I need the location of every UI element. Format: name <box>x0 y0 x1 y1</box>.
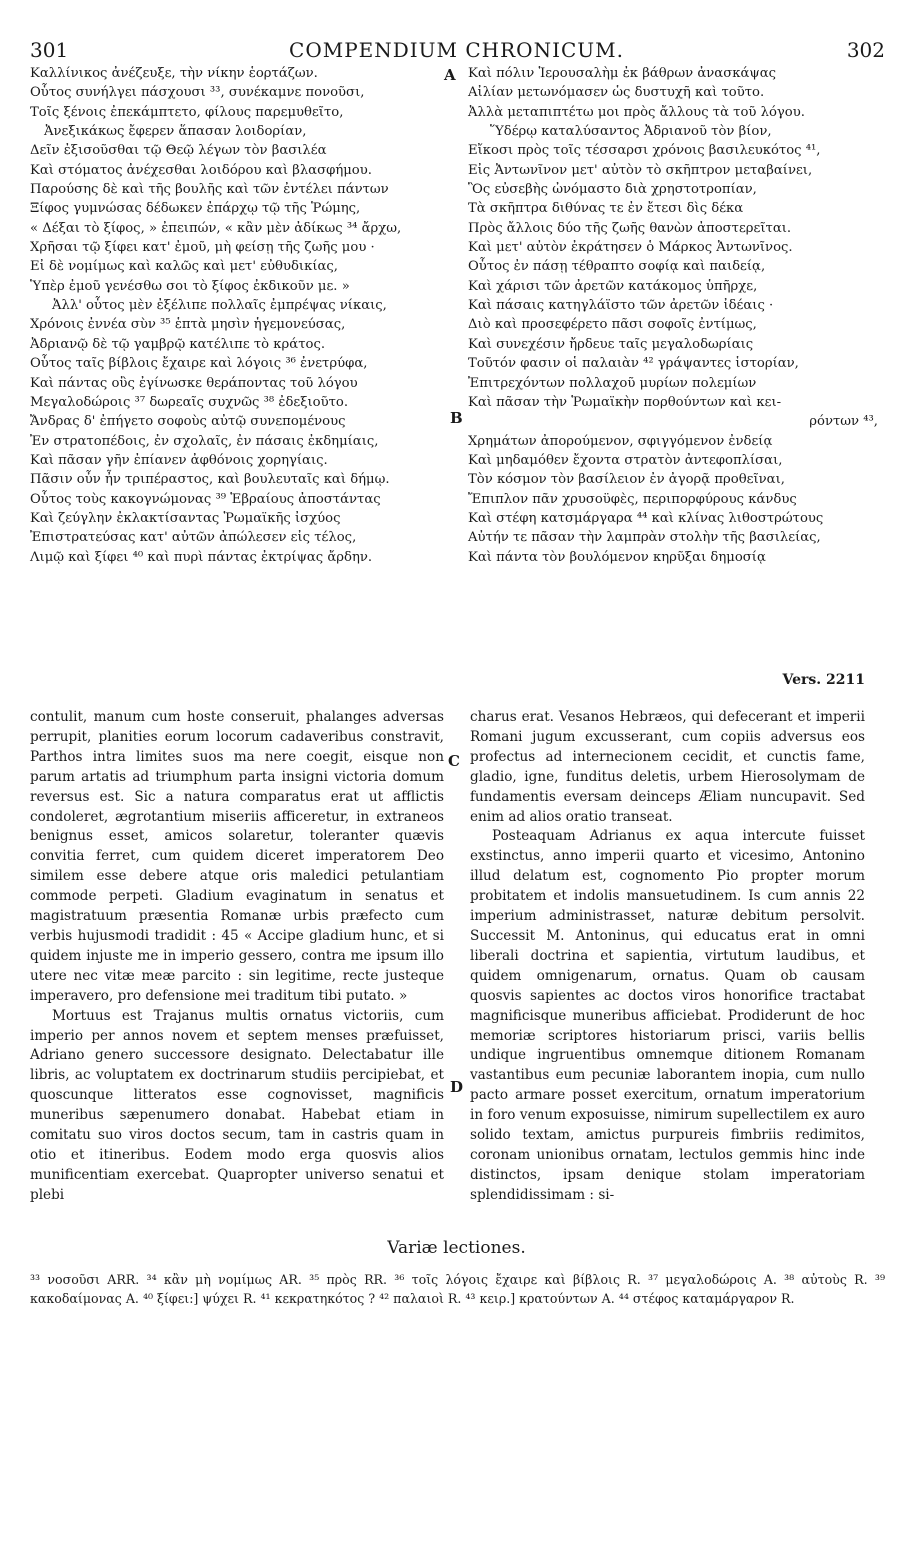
verse-line: Τοῖς ξένοις ἐπεκάμπτετο, φίλους παρεμυθεῖτο, <box>30 104 344 120</box>
running-title: COMPENDIUM CHRONICUM. <box>289 38 624 62</box>
verse-line: Ἀλλ' οὗτος μὲν ἐξέλιπε πολλαῖς ἐμπρέψας νίκαις, <box>52 298 387 314</box>
verse-line: Εἰ δὲ νομίμως καὶ καλῶς καὶ μετ' εὐθυδικίας, <box>30 259 338 275</box>
verse-line: Χρημάτων ἀπορούμενον, σφιγγόμενον ἐνδείᾳ <box>468 433 773 449</box>
variae-lectiones-notes: ³³ νοσοῦσι ARR. ³⁴ κἂν μὴ νομίμως AR. ³⁵ πρὸς RR. ³⁶ τοῖς λόγοις ἔχαιρε καὶ βίβλοις R. ³⁷ μεγαλοδώροις A. ³⁸ αὐτοὺς R. ³⁹ κακοδαίμονας A. ⁴⁰ ξίφει:] ψύχει R. ⁴¹ κεκρατηκότος ? ⁴² παλαιοὶ R. ⁴³ κειρ.] κρατούντων A. ⁴⁴ στέφος καταμάργαρον R. <box>30 1272 885 1306</box>
verse-line: Καὶ στέφη κατσμάργαρα ⁴⁴ καὶ κλίνας λιθοστρώτους <box>468 510 824 526</box>
latin-column-right <box>470 708 865 1206</box>
verse-line: Λιμῷ καὶ ξίφει ⁴⁰ καὶ πυρὶ πάντας ἐκτρίψας ἄρδην. <box>30 549 373 565</box>
paragraph: Mortuus est Trajanus multis ornatus victoriis, cum imperio per annos novem et septem menses præfuisset, Adriano genero successore designato. Delectabatur ille libris, ac voluptatem ex doctrinarum studiis percipiebat, et quoscunque litteratos esse cognovisset, magnificis muneribus sæpenumero donabat. Habebat etiam in comitatu suo viros doctos secum, tam in castris quam in otio et itineribus. Eodem modo erga quosvis alios munificentiam exercebat. Quapropter universo senatui et plebi <box>30 1007 444 1203</box>
verse-line: Ἐν στρατοπέδοις, ἐν σχολαῖς, ἐν πάσαις ἐκδημίαις, <box>30 433 379 449</box>
verse-line: Καὶ πᾶσαν τὴν Ῥωμαϊκὴν πορθούντων καὶ κει- <box>468 394 782 410</box>
verse-line: Τὰ σκῆπτρα διθύνας τε ἐν ἔτεσι δὶς δέκα <box>468 201 744 217</box>
verse-line: Οὗτος τοὺς κακογνώμονας ³⁹ Ἑβραίους ἀποστάντας <box>30 491 381 507</box>
verse-line: Ἀδριανῷ δὲ τῷ γαμβρῷ κατέλιπε τὸ κράτος. <box>30 336 326 352</box>
verse-line: Ὃς εὐσεβὴς ὠνόμαστο διὰ χρηστοτροπίαν, <box>468 182 757 198</box>
verse-line: Οὗτος ταῖς βίβλοις ἔχαιρε καὶ λόγοις ³⁶ ἐνετρύφα, <box>30 356 368 372</box>
verse-line: Καὶ πάντας οὓς ἐγίνωσκε θεράποντας τοῦ λόγου <box>30 375 358 391</box>
paragraph: charus erat. Vesanos Hebræos, qui defecerant et imperii Romani jugum excusserant, cum copiis adversus eos profectus ad internecionem cecidit, et cunctis fame, gladio, igne, funditus deletis, urbem Hierosolymam de fundamentis eversam deinceps Æliam nuncupavit. Sed enim ad alios oratio transeat. <box>470 709 865 825</box>
verse-line: Καὶ μετ' αὐτὸν ἐκράτησεν ὁ Μάρκος Ἀντωνῖνος. <box>468 240 793 256</box>
page-number-right: 302 <box>846 38 885 62</box>
verse-line: Ἀνεξικάκως ἔφερεν ἅπασαν λοιδορίαν, <box>44 124 307 140</box>
verse-line: Μεγαλοδώροις ³⁷ δωρεαῖς συχνῶς ³⁸ ἐδεξιοῦτο. <box>30 394 349 410</box>
verse-line: Καὶ μηδαμόθεν ἔχοντα στρατὸν ἀντεφοπλίσαι, <box>468 452 783 468</box>
verse-line: Εἰς Ἀντωνῖνον μετ' αὐτὸν τὸ σκῆπτρον μεταβαίνει, <box>468 162 813 178</box>
verse-line: Οὗτος ἐν πάσῃ τέθραπτο σοφίᾳ καὶ παιδείᾳ, <box>468 259 766 275</box>
verse-line: Χρόνοις ἐννέα σὺν ³⁵ ἑπτὰ μησὶν ἡγεμονεύσας, <box>30 317 346 333</box>
verse-line: Καὶ πάντα τὸν βουλόμενον κηρῦξαι δημοσίᾳ <box>468 549 766 565</box>
greek-column-right <box>468 64 888 567</box>
verse-line: Καὶ συνεχέσιν ἤρδευε ταῖς μεγαλοδωρίαις <box>468 336 754 352</box>
verse-line: Δεῖν ἐξισοῦσθαι τῷ Θεῷ λέγων τὸν βασιλέα <box>30 143 327 159</box>
verse-line: Τὸν κόσμον τὸν βασίλειον ἐν ἀγορᾷ προθεῖναι, <box>468 472 785 488</box>
section-marker-c: C <box>448 752 460 770</box>
verse-line: Χρῆσαι τῷ ξίφει κατ' ἐμοῦ, μὴ φείσῃ τῆς ζωῆς μου · <box>30 240 375 256</box>
paragraph: contulit, manum cum hoste conseruit, phalanges adversas perrupit, planities eorum locorum cadaveribus constravit, Parthos intra limites suos ma nere coegit, eisque non parum artatis ad triumphum parta insigni victoria domum reversus est. Sic a natura comparatus erat ut afflictis condoleret, ægrotantium miseriis afficeretur, in extraneos benignus esset, amicos solaretur, toleranter quævis convitia ferret, cum quidem diceret imperatorem Deo similem esse debere atque oris maledici petulantiam commode perpeti. Gladium evaginatum in senatus et magistratuum præsentia Romanæ urbis præfecto cum verbis hujusmodi tradidit : 45 « Accipe gladium hunc, et si quidem injuste me in imperio gessero, contra me ipsum illo utere nec vitæ meæ parcito : sin legitime, recte justeque imperavero, pro defensione mei traditum tibi putato. » <box>30 709 444 1004</box>
verse-line: Καλλίνικος ἀνέζευξε, τὴν νίκην ἑορτάζων. <box>30 66 318 81</box>
running-header <box>20 38 893 60</box>
verse-line: Ἄνδρας δ' ἐπήγετο σοφοὺς αὐτῷ συνεπομένους <box>30 414 346 430</box>
verse-line: Αἰλίαν μετωνόμασεν ὡς δυστυχῆ καὶ τοῦτο. <box>468 85 765 101</box>
section-marker-d: D <box>450 1078 464 1096</box>
verse-line: Καὶ στόματος ἀνέχεσθαι λοιδόρου καὶ βλασφήμου. <box>30 162 372 178</box>
section-marker-a: A <box>444 66 456 84</box>
page-number-left: 301 <box>30 38 69 62</box>
paragraph: Posteaquam Adrianus ex aqua intercute fuisset exstinctus, anno imperii quarto et vicesimo, Antonino illud delatum est, cognomento Pio propter morum probitatem et indolis mansuetudinem. Is cum annis 22 imperium administrasset, naturæ debitum persolvit. Successit M. Antoninus, qui educatus erat in omni liberali doctrina et sapientia, virtutum laudibus, et quidem omnigenarum, ornatus. Quam ob causam quosvis sapientes ac doctos viros honorifice tractabat magnificisque muneribus afficiebat. Prodiderunt de hoc memoriæ scriptores historiarum prisci, variis bellis undique ingruentibus omnemque ditionem Romanam vastantibus eum pecuniæ laborantem inopia, cum nullo pacto armare posset exercitum, ornatum imperatorium in foro venum exposuisse, nimirum supellectilem ex auro solido textam, amictus purpureis fimbriis redimitos, coronam unionibus ornatam, lectulos gemmis hinc inde distinctos, ipsam denique stolam imperatoriam splendidissimam : si- <box>470 828 865 1203</box>
verse-line: Ἐπιστρατεύσας κατ' αὐτῶν ἀπώλεσεν εἰς τέλος, <box>30 530 357 546</box>
verse-line: Τοῦτόν φασιν οἱ παλαιὰν ⁴² γράψαντες ἱστορίαν, <box>468 356 799 372</box>
verse-line: Εἴκοσι πρὸς τοῖς τέσσαρσι χρόνοις βασιλευκότος ⁴¹, <box>468 143 821 159</box>
verse-line: Ἐπιτρεχόντων πολλαχοῦ μυρίων πολεμίων <box>468 375 757 391</box>
verse-line: Διὸ καὶ προσεφέρετο πᾶσι σοφοῖς ἐντίμως, <box>468 317 757 333</box>
verse-line: Καὶ χάρισι τῶν ἀρετῶν κατάκομος ὑπῆρχε, <box>468 278 758 294</box>
verse-line: « Δέξαι τὸ ξίφος, » ἐπειπών, « κἂν μὲν ἀδίκως ³⁴ ἄρχω, <box>30 220 402 236</box>
verse-line: Οὗτος συνήλγει πάσχουσι ³³, συνέκαμνε πονοῦσι, <box>30 85 365 101</box>
verse-line: Ἔπιπλον πᾶν χρυσοϋφὲς, περιπορφύρους κάνδυς <box>468 491 797 507</box>
verse-line: Ξίφος γυμνώσας δέδωκεν ἐπάρχῳ τῷ τῆς Ῥώμης, <box>30 201 361 217</box>
verse-line: Καὶ πόλιν Ἱερουσαλὴμ ἐκ βάθρων ἀνασκάψας <box>468 66 776 81</box>
verse-line: Ὕδέρῳ καταλύσαντος Ἀδριανοῦ τὸν βίον, <box>490 124 772 140</box>
verse-line: ρόντων ⁴³, <box>809 414 878 430</box>
verse-line: Πᾶσιν οὖν ἦν τριπέραστος, καὶ βουλευταῖς καὶ δήμῳ. <box>30 472 390 488</box>
variae-lectiones-heading: Variæ lectiones. <box>387 1238 526 1258</box>
latin-column-left <box>30 708 444 1206</box>
section-marker-b: B <box>450 409 463 427</box>
verse-line: Ἀλλὰ μεταπιπτέτω μοι πρὸς ἄλλους τὰ τοῦ λόγου. <box>468 104 805 120</box>
verse-line: Παρούσης δὲ καὶ τῆς βουλῆς καὶ τῶν ἐντέλει πάντων <box>30 182 389 198</box>
verse-line: Καὶ πάσαις κατηγλάϊστο τῶν ἀρετῶν ἰδέαις · <box>468 298 774 314</box>
greek-column-left <box>30 64 450 567</box>
verse-line: Καὶ ζεύγλην ἐκλακτίσαντας Ῥωμαϊκῆς ἰσχύος <box>30 510 341 526</box>
verse-line: Αὐτήν τε πᾶσαν τὴν λαμπρὰν στολὴν τῆς βασιλείας, <box>468 530 821 546</box>
verse-count: Vers. 2211 <box>782 672 865 688</box>
verse-line: Ὑπὲρ ἐμοῦ γενέσθω σοι τὸ ξίφος ἐκδικοῦν με. » <box>30 278 350 294</box>
verse-line: Καὶ πᾶσαν γῆν ἐπίανεν ἀφθόνοις χορηγίαις. <box>30 452 328 468</box>
verse-line: Πρὸς ἄλλοις δύο τῆς ζωῆς θανὼν ἀποστερεῖται. <box>468 220 792 236</box>
